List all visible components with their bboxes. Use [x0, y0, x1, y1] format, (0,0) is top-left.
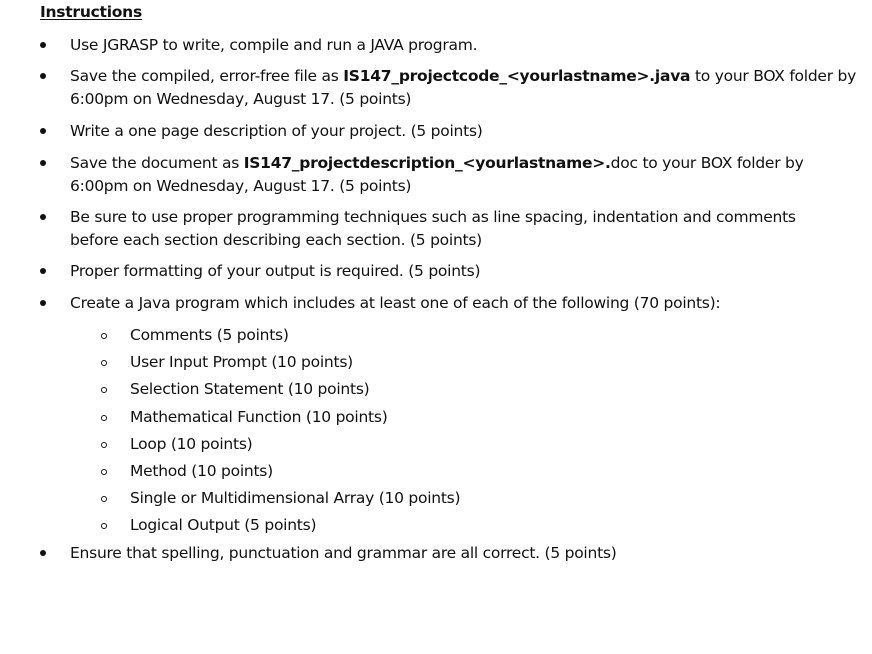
requirement-item: Loop (10 points)	[130, 435, 253, 453]
requirement-item: Method (10 points)	[130, 462, 273, 480]
bullet-dot	[40, 42, 46, 48]
instruction-line: Be sure to use proper programming techniques such as line spacing, indentation and comments	[70, 208, 796, 226]
bullet-dot	[40, 128, 46, 134]
instructions-heading: Instructions	[40, 3, 142, 21]
instruction-item-programming-techniques	[70, 206, 850, 252]
instruction-item-description	[70, 120, 850, 143]
requirement-item: Single or Multidimensional Array (10 points)	[130, 489, 461, 507]
instruction-text: Create a Java program which includes at least one of each of the following (70 points):	[70, 294, 721, 312]
instruction-item-formatting	[70, 260, 850, 283]
requirement-item: Mathematical Function (10 points)	[130, 408, 388, 426]
bullet-dot	[40, 73, 46, 79]
bullet-dot	[40, 300, 46, 306]
instruction-text: Proper formatting of your output is required. (5 points)	[70, 262, 481, 280]
instruction-item-save-document	[70, 152, 850, 198]
instruction-line: before each section describing each section. (5 points)	[70, 231, 482, 249]
bullet-dot	[40, 268, 46, 274]
instruction-text: Save the document as	[70, 154, 244, 172]
instruction-line: 6:00pm on Wednesday, August 17. (5 points)	[70, 177, 412, 195]
instruction-text: doc to your BOX folder by	[610, 154, 804, 172]
bullet-dot	[40, 550, 46, 556]
bullet-dot	[40, 214, 46, 220]
sub-bullet-circle	[101, 469, 107, 475]
requirement-item: Comments (5 points)	[130, 326, 289, 344]
instruction-text: to your BOX folder by	[690, 67, 857, 85]
instruction-line: 6:00pm on Wednesday, August 17. (5 points)	[70, 90, 412, 108]
sub-bullet-circle	[101, 442, 107, 448]
sub-bullet-circle	[101, 387, 107, 393]
instruction-item-save-code	[70, 65, 857, 111]
instruction-item-java-program	[70, 292, 850, 315]
instruction-line	[70, 152, 850, 175]
sub-bullet-circle	[101, 415, 107, 421]
instruction-text: Save the compiled, error-free file as	[70, 67, 344, 85]
instruction-text: Ensure that spelling, punctuation and grammar are all correct. (5 points)	[70, 544, 617, 562]
filename-text: IS147_projectcode_<yourlastname>.java	[343, 67, 691, 85]
instruction-item-spelling	[70, 542, 850, 565]
requirement-item: Selection Statement (10 points)	[130, 380, 370, 398]
requirement-item: Logical Output (5 points)	[130, 516, 317, 534]
filename-text: IS147_projectdescription_<yourlastname>.	[243, 154, 611, 172]
sub-bullet-circle	[101, 360, 107, 366]
instruction-text: Use JGRASP to write, compile and run a JAVA program.	[70, 36, 478, 54]
bullet-dot	[40, 160, 46, 166]
sub-bullet-circle	[101, 333, 107, 339]
requirement-item: User Input Prompt (10 points)	[130, 353, 353, 371]
instruction-item-use-jgrasp	[70, 34, 850, 57]
sub-bullet-circle	[101, 496, 107, 502]
instruction-line	[70, 65, 857, 88]
instruction-text: Write a one page description of your project. (5 points)	[70, 122, 483, 140]
sub-bullet-circle	[101, 523, 107, 529]
